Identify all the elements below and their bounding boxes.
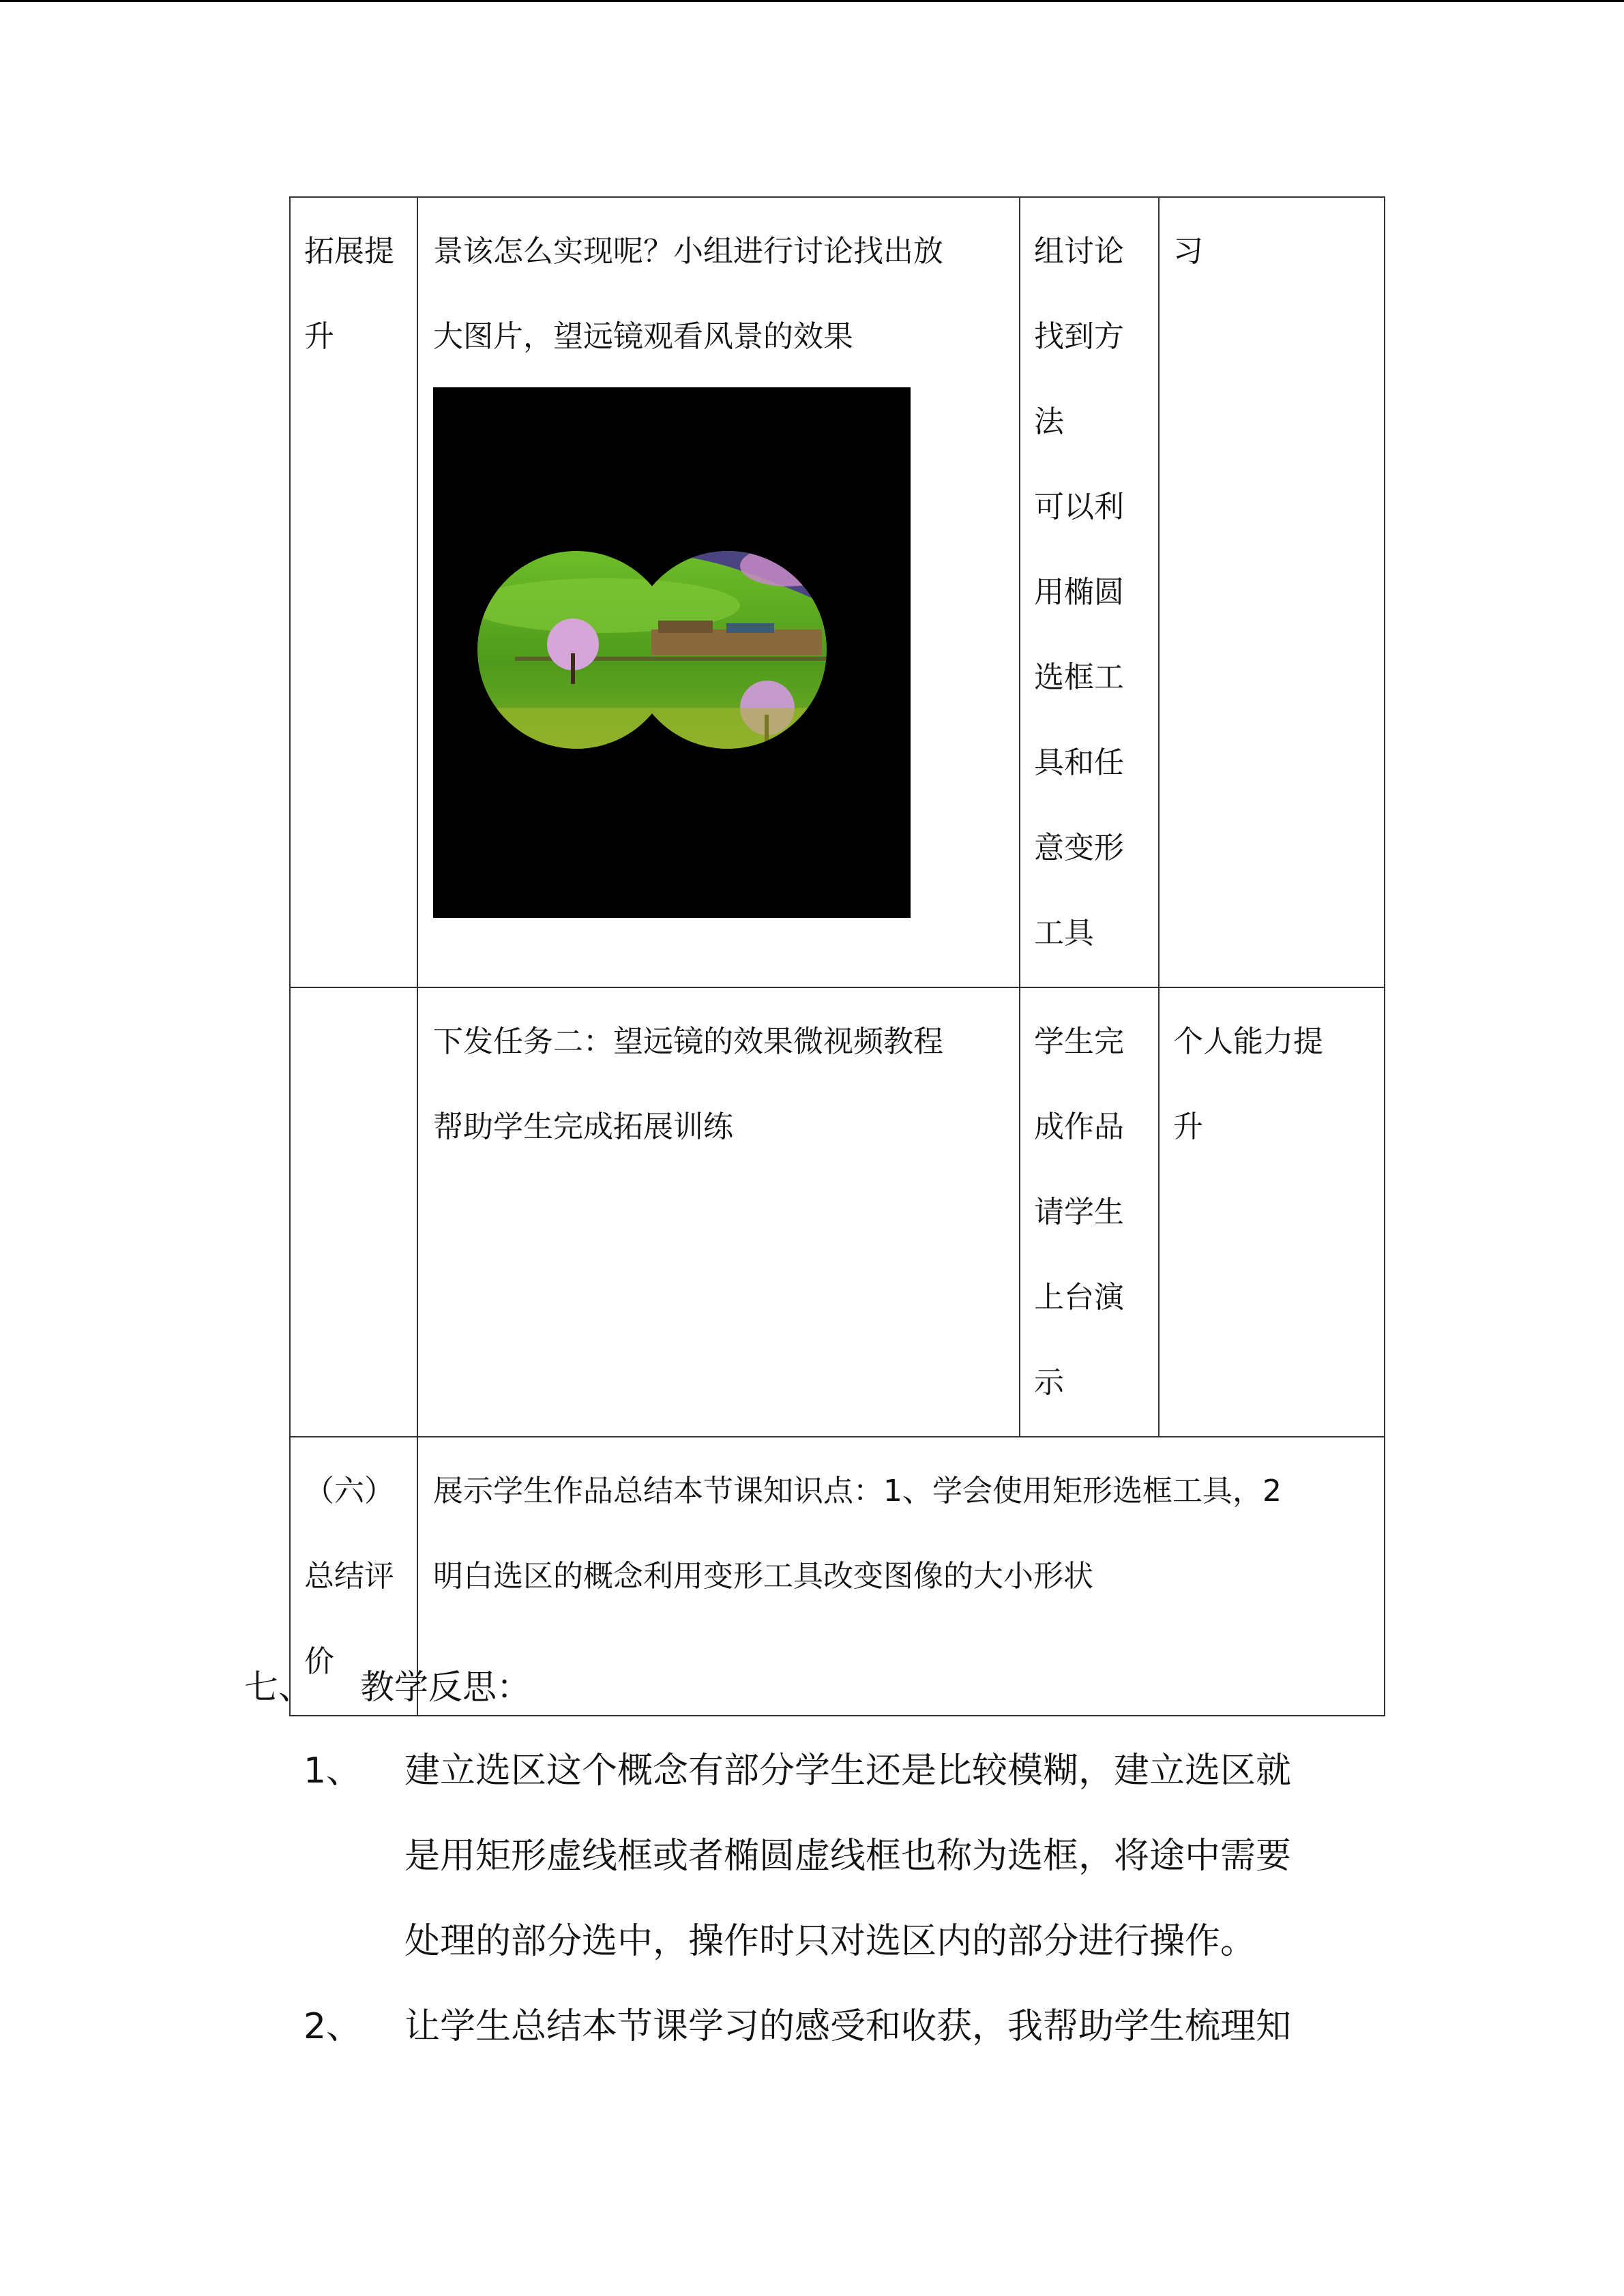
cell-line: 工具 [1034, 916, 1094, 951]
summary-cell [417, 1437, 1385, 1716]
item-line: 是用矩形虚线框或者椭圆虚线框也称为选框，将途中需要 [404, 1836, 1292, 1877]
cell-line: 法 [1034, 404, 1064, 439]
item-line: 处理的部分选中，操作时只对选区内的部分进行操作。 [404, 1921, 1256, 1962]
cell-line: 用椭圆 [1034, 575, 1124, 610]
student-activity-cell [1020, 197, 1159, 987]
content-cell [417, 987, 1020, 1437]
stage-cell [290, 987, 417, 1437]
cell-line: 帮助学生完成拓展训练 [433, 1109, 733, 1144]
cell-line: 明白选区的概念利用变形工具改变图像的大小形状 [433, 1559, 1093, 1594]
cell-line: 拓展提 [304, 234, 394, 269]
lesson-table [289, 196, 1385, 1716]
cell-line: 请学生 [1034, 1195, 1124, 1229]
cell-line: 学生完 [1034, 1024, 1124, 1059]
cell-line: 具和任 [1034, 745, 1124, 780]
design-intent-cell [1159, 987, 1385, 1437]
cell-line: 可以利 [1034, 490, 1124, 524]
cell-line: 总结评 [304, 1559, 394, 1594]
cell-line: 展示学生作品总结本节课知识点：1、学会使用矩形选框工具，2 [433, 1474, 1282, 1508]
cell-line: 上台演 [1034, 1280, 1124, 1315]
cell-line: 升 [304, 319, 334, 354]
cell-line: （六） [304, 1474, 394, 1508]
page-top-border [0, 0, 1624, 2]
reflection-heading [244, 1646, 531, 1728]
binocular-landscape-image [433, 387, 911, 918]
cell-line: 示 [1034, 1365, 1064, 1400]
cell-line: 意变形 [1034, 831, 1124, 865]
item-line: 建立选区这个概念有部分学生还是比较模糊，建立选区就 [404, 1750, 1292, 1791]
table-row [290, 197, 1385, 987]
cell-line: 组讨论 [1034, 234, 1124, 269]
table-row [290, 987, 1385, 1437]
cell-line: 选框工 [1034, 660, 1124, 695]
cell-line: 习 [1173, 234, 1203, 269]
item-line: 让学生总结本节课学习的感受和收获，我帮助学生梳理知 [404, 2006, 1292, 2047]
stage-cell [290, 197, 417, 987]
cell-line: 找到方 [1034, 319, 1124, 354]
cell-line: 大图片，望远镜观看风景的效果 [433, 319, 853, 354]
section-title: 教学反思： [360, 1667, 531, 1707]
student-activity-cell [1020, 987, 1159, 1437]
cell-line: 景该怎么实现呢？小组进行讨论找出放 [433, 234, 943, 269]
cell-line: 价 [304, 1644, 334, 1679]
cell-line: 升 [1173, 1109, 1203, 1144]
cell-line: 成作品 [1034, 1109, 1124, 1144]
content-cell [417, 197, 1020, 987]
item-index: 2、 [304, 2006, 362, 2047]
design-intent-cell [1159, 197, 1385, 987]
item-index: 1、 [304, 1750, 362, 1791]
cell-line: 个人能力提 [1173, 1024, 1323, 1059]
cell-line: 下发任务二：望远镜的效果微视频教程 [433, 1024, 943, 1059]
section-number: 七、 [244, 1667, 312, 1707]
